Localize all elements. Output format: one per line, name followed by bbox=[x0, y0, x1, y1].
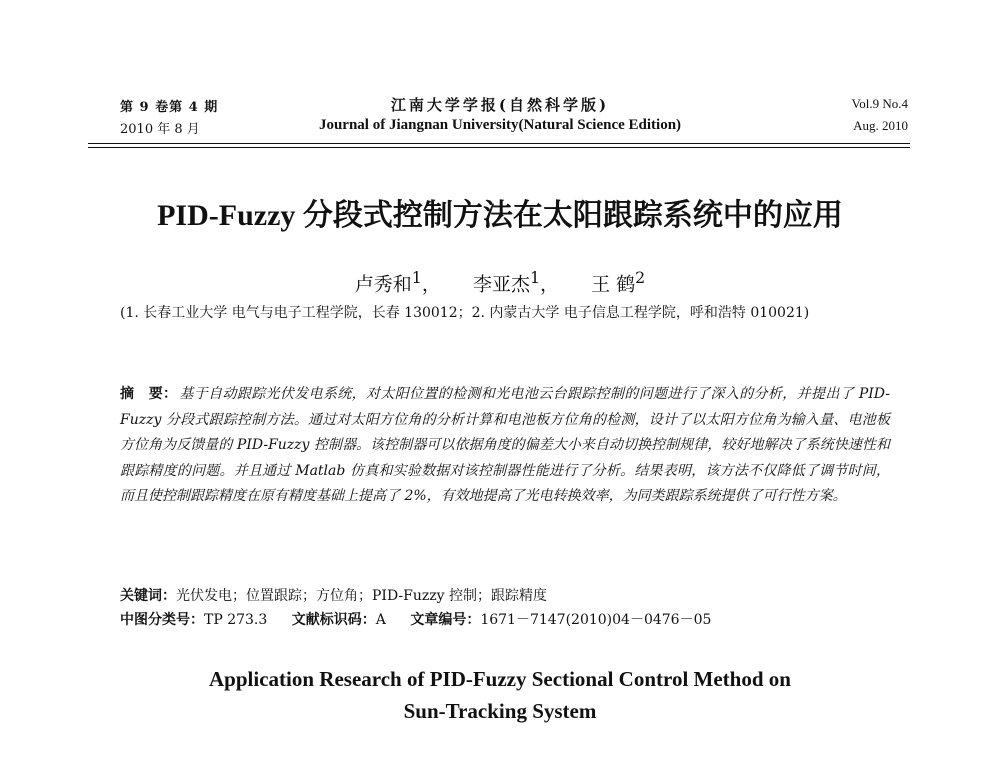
abstract bbox=[120, 382, 890, 510]
paper-title-en-line1: Application Research of PID-Fuzzy Sectional Control Method on bbox=[209, 667, 791, 691]
keywords bbox=[120, 585, 890, 607]
clc-value: TP 273.3 bbox=[204, 612, 268, 628]
issue-date-cn: 2010 年 8 月 bbox=[120, 122, 200, 137]
journal-name-cn: 江南大学学报(自然科学版) bbox=[390, 96, 610, 114]
keywords-text: 光伏发电；位置跟踪；方位角；PID-Fuzzy 控制；跟踪精度 bbox=[176, 588, 548, 604]
author-affil-mark: 1 bbox=[411, 268, 422, 287]
author-affil-mark: 2 bbox=[635, 268, 646, 287]
doc-code-value: A bbox=[375, 612, 386, 628]
author-list bbox=[0, 268, 1000, 296]
affiliations: (1. 长春工业大学 电气与电子工程学院，长春 130012；2. 内蒙古大学 电子信息工程学院，呼和浩特 010021) bbox=[120, 305, 810, 321]
clc-label: 中图分类号： bbox=[120, 612, 204, 628]
author-affil-mark: 1 bbox=[529, 268, 541, 287]
paper-title-cn: PID-Fuzzy 分段式控制方法在太阳跟踪系统中的应用 bbox=[157, 199, 843, 232]
author-name: 卢秀和 bbox=[354, 273, 412, 296]
issue-volume-cn: 第 9 卷第 4 期 bbox=[120, 100, 219, 115]
doc-code-label: 文献标识码： bbox=[291, 612, 376, 628]
keywords-label: 关键词： bbox=[120, 588, 176, 604]
author-name: 王 鹤 bbox=[591, 273, 636, 296]
author-name: 李亚杰 bbox=[472, 273, 530, 296]
author-separator: ， bbox=[421, 273, 441, 296]
author-separator: ， bbox=[540, 273, 560, 296]
header-rule-thin bbox=[88, 147, 910, 148]
issue-volume-en: Vol.9 No.4 bbox=[851, 96, 908, 111]
article-no-label: 文章编号： bbox=[410, 612, 481, 628]
issue-date-en: Aug. 2010 bbox=[853, 118, 908, 133]
header-rule-thick bbox=[88, 143, 910, 144]
classification-line bbox=[120, 609, 920, 631]
abstract-text: 基于自动跟踪光伏发电系统，对太阳位置的检测和光电池云台跟踪控制的问题进行了深入的分析，并提出了 PID-Fuzzy 分段式跟踪控制方法。通过对太阳方位角的分析计算和电池板方位角的检测，设计了以太阳方位角为输入量、电池板方位角为反馈量的 PID-Fuzzy 控制器。该控制器可以依据角度的偏差大小来自动切换控制规律，较好地解决了系统快速性和跟踪精度的问题。并且通过 Matlab 仿真和实验数据对该控制器性能进行了分析。结果表明，该方法不仅降低了调节时间，而且使控制跟踪精度在原有精度基础上提高了 2%，有效地提高了光电转换效率，为同类跟踪系统提供了可行性方案。 bbox=[120, 386, 890, 504]
article-no-value: 1671－7147(2010)04－0476－05 bbox=[480, 612, 712, 628]
paper-title-en-line2: Sun-Tracking System bbox=[403, 699, 597, 723]
abstract-label: 摘 要： bbox=[120, 386, 178, 402]
journal-name-en: Journal of Jiangnan University(Natural Science Edition) bbox=[318, 117, 682, 133]
paper-title-en bbox=[0, 663, 1000, 727]
